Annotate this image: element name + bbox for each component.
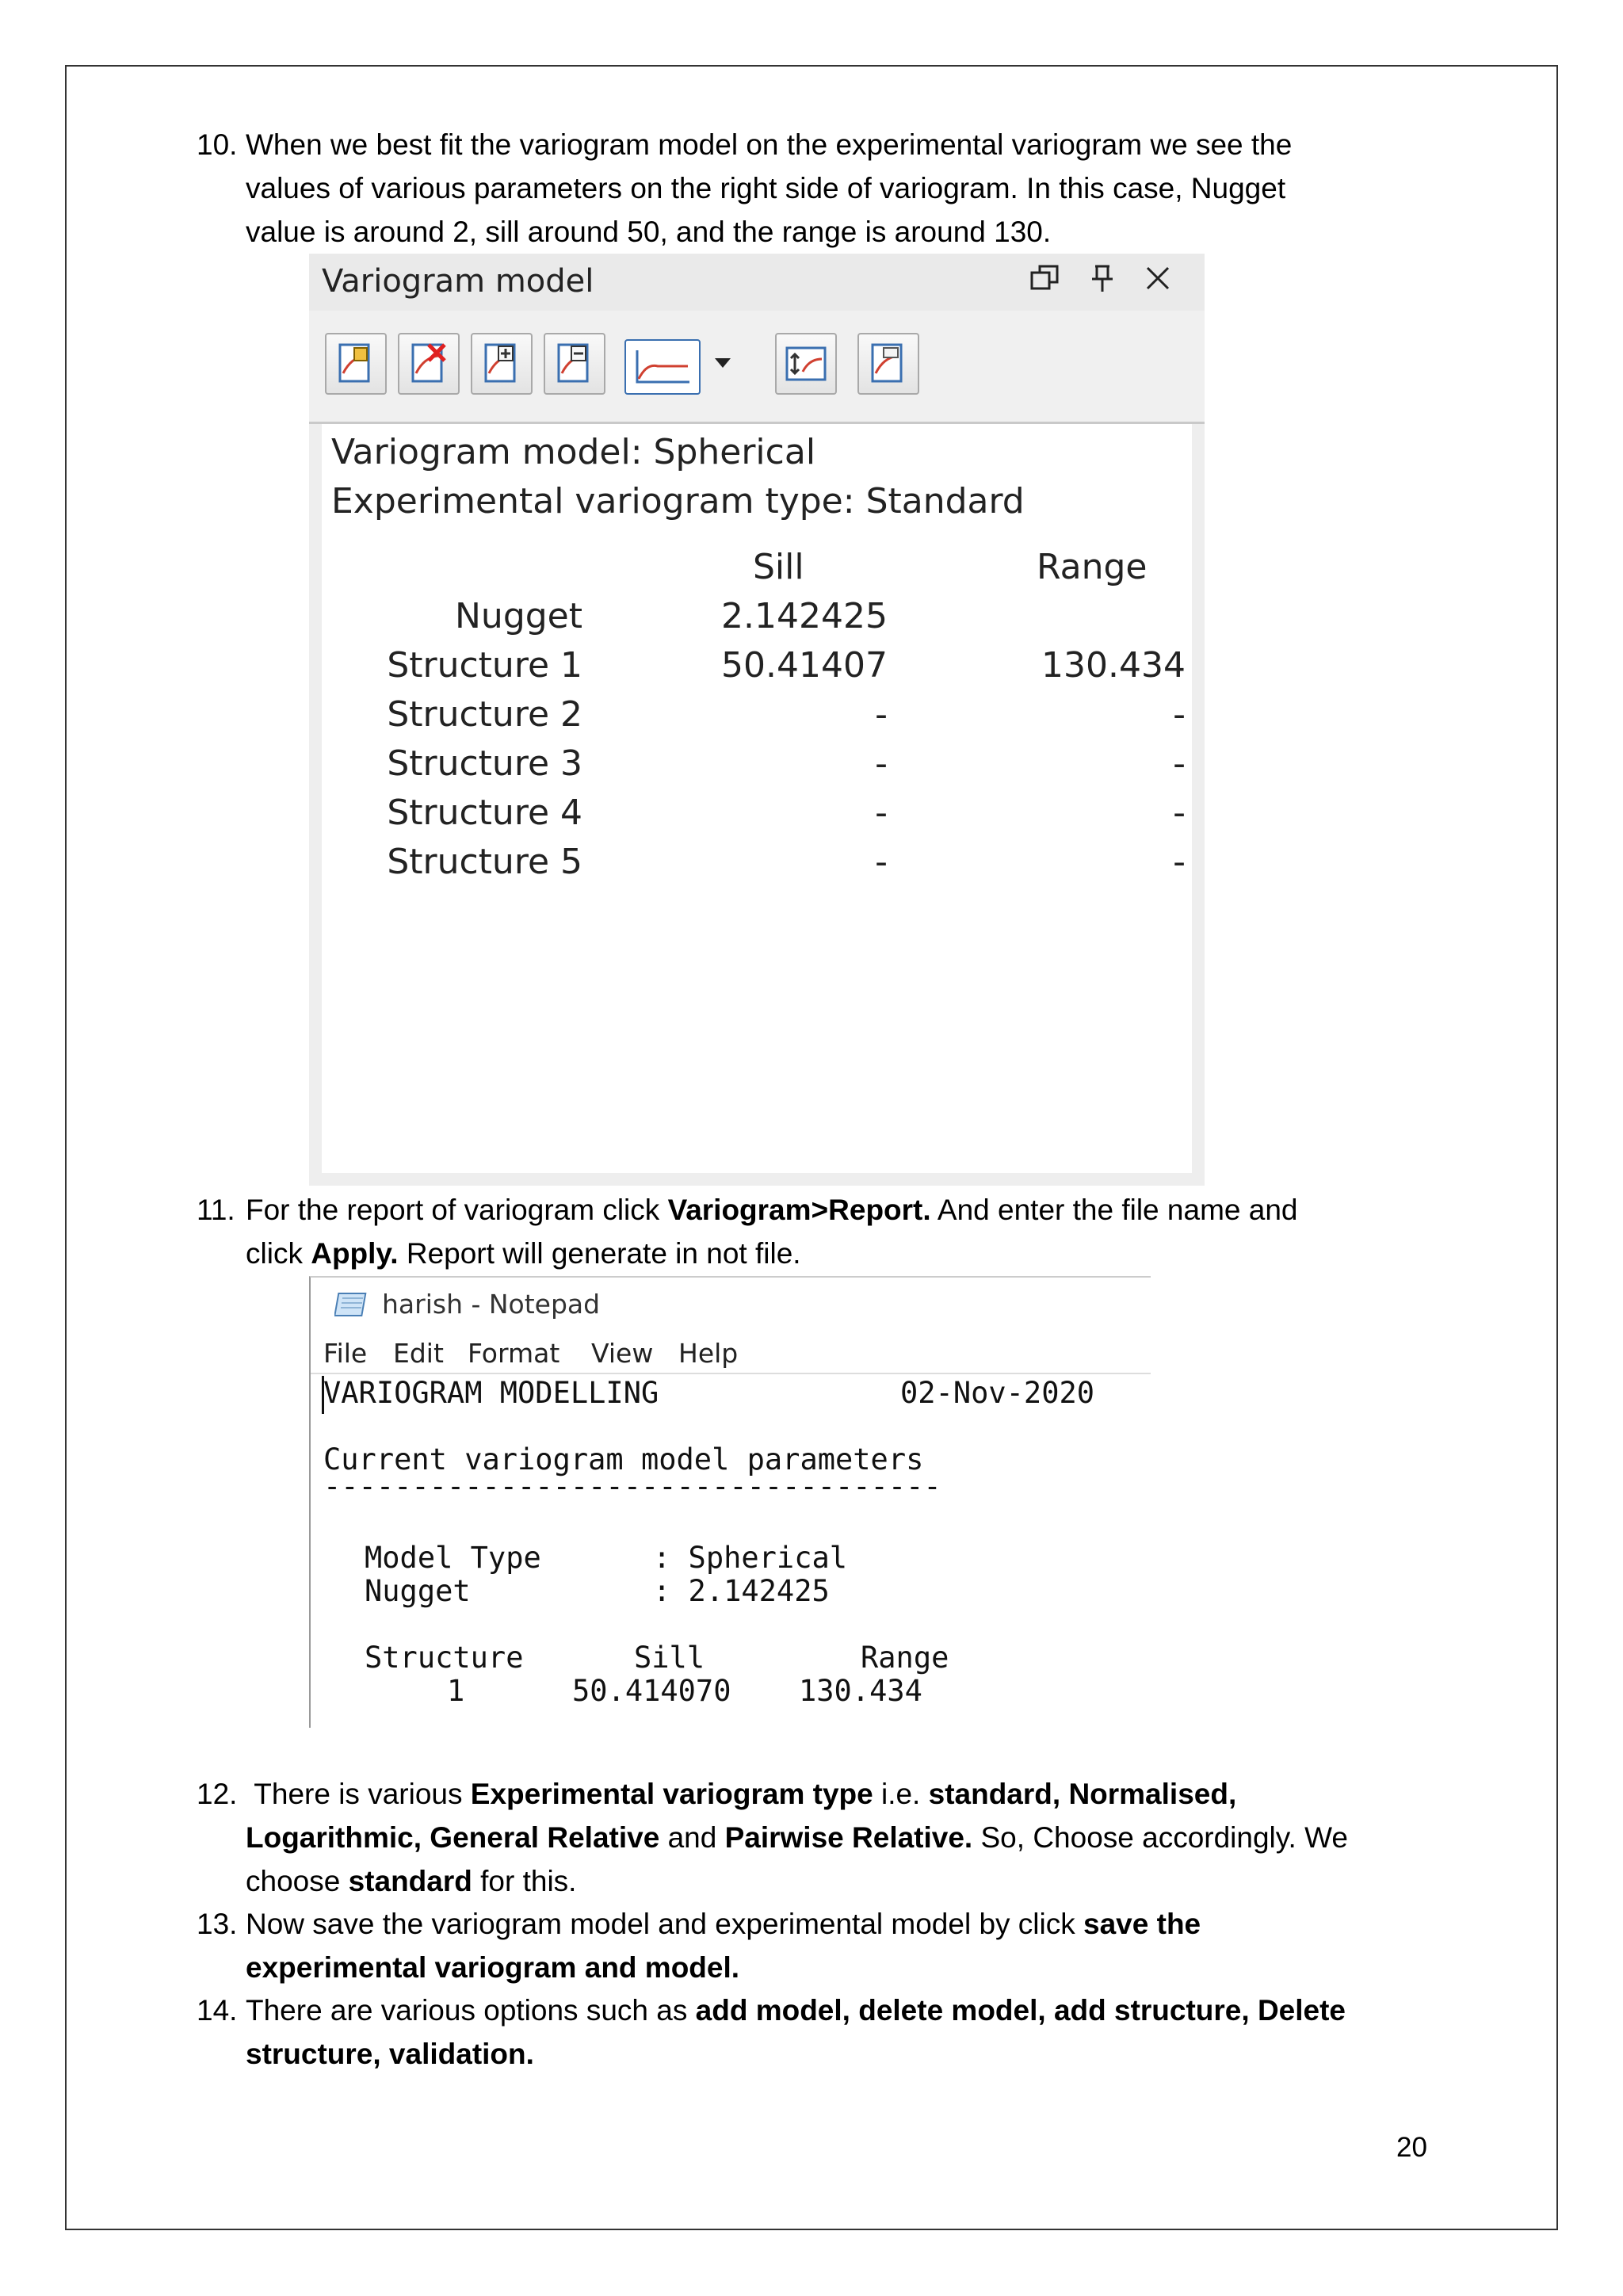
row-range: - [1173,793,1186,833]
step-12-paragraph [197,1772,1403,1903]
menu-edit[interactable]: Edit [393,1338,444,1369]
range-column-header: Range [1037,547,1148,587]
window-titlebar [309,254,1205,311]
sill-header: Sill [634,1641,705,1675]
step-10-line-2: values of various parameters on the right side of variogram. In this case, Nugget [246,172,1286,204]
step-12-line-1: There is various Experimental variogram type i.e. standard, Normalised, [254,1778,1237,1810]
step-10-line-3: value is around 2, sill around 50, and the range is around 130. [246,216,1052,248]
experimental-type-line: Experimental variogram type: Standard [331,481,1025,521]
row-label: Structure 1 [387,645,582,686]
step-14-line-2: structure, validation. [246,2038,534,2070]
row-sill: - [875,842,888,882]
new-model-icon[interactable] [325,333,387,395]
variogram-model-window [309,254,1205,1186]
row-label: Structure 4 [387,793,582,833]
model-type-label: Model Type [365,1541,541,1575]
delete-model-icon[interactable] [398,333,460,395]
dropdown-arrow-icon[interactable] [713,355,732,375]
row-range: 130.434 [1041,645,1186,686]
structure-sill: 50.414070 [572,1674,731,1708]
step-14-paragraph [197,1988,1403,2076]
page-number: 20 [1396,2132,1427,2163]
delete-structure-icon[interactable] [544,333,605,395]
row-sill: 50.41407 [721,645,888,686]
save-model-icon[interactable] [857,333,919,395]
row-label: Nugget [455,596,582,636]
step-number: 11. [197,1194,235,1226]
restore-icon[interactable] [1029,262,1062,303]
row-label: Structure 5 [387,842,582,882]
row-sill: - [875,694,888,735]
nugget-value: : 2.142425 [653,1574,830,1608]
step-13-line-2: experimental variogram and model. [246,1951,740,1984]
model-type-line: Variogram model: Spherical [331,432,816,472]
step-11-line-1: For the report of variogram click Variogram>Report. And enter the file name and [246,1194,1298,1226]
row-sill: - [875,793,888,833]
report-heading: VARIOGRAM MODELLING [323,1376,659,1410]
step-12-line-2: Logarithmic, General Relative and Pairwise Relative. So, Choose accordingly. We [246,1821,1348,1854]
variogram-type-icon[interactable] [624,339,701,395]
structure-header: Structure [365,1641,524,1675]
range-header: Range [861,1641,949,1675]
step-10-line-1: When we best fit the variogram model on the experimental variogram we see the [246,128,1293,161]
report-subheading: Current variogram model parameters [323,1442,924,1477]
row-label: Structure 2 [387,694,582,735]
menu-divider [311,1373,1151,1374]
add-structure-icon[interactable] [471,333,533,395]
menu-format[interactable]: Format [468,1338,560,1369]
step-number: 10. [197,128,238,161]
menu-view[interactable]: View [591,1338,654,1369]
notepad-window [309,1276,1151,1728]
step-number: 13. [197,1908,238,1940]
step-11-paragraph [197,1188,1403,1275]
row-sill: - [875,743,888,784]
report-date: 02-Nov-2020 [900,1376,1095,1410]
menu-help[interactable]: Help [678,1338,739,1369]
notepad-title: harish - Notepad [382,1289,601,1320]
step-12-line-3: choose standard for this. [246,1865,577,1897]
nugget-label: Nugget [365,1574,471,1608]
notepad-icon [334,1290,369,1319]
step-10-paragraph [197,123,1403,254]
step-11-line-2: click Apply. Report will generate in not file. [246,1237,801,1270]
report-dashes: ----------------------------------- [323,1469,941,1503]
step-number: 12. [197,1778,238,1810]
model-type-value: : Spherical [653,1541,848,1575]
row-label: Structure 3 [387,743,582,784]
menu-file[interactable]: File [323,1338,368,1369]
validation-icon[interactable] [775,333,837,395]
sill-column-header: Sill [753,547,804,587]
close-icon[interactable] [1141,262,1174,303]
row-range: - [1173,743,1186,784]
row-range: - [1173,694,1186,735]
step-14-line-1: There are various options such as add model, delete model, add structure, Delete [246,1994,1346,2027]
row-sill: 2.142425 [721,596,888,636]
structure-range: 130.434 [799,1674,922,1708]
pin-icon[interactable] [1086,262,1119,303]
row-range: - [1173,842,1186,882]
step-number: 14. [197,1994,238,2027]
window-title: Variogram model [322,263,594,300]
step-13-line-1: Now save the variogram model and experimental model by click save the [246,1908,1201,1940]
structure-number: 1 [447,1674,465,1708]
step-13-paragraph [197,1902,1403,1989]
